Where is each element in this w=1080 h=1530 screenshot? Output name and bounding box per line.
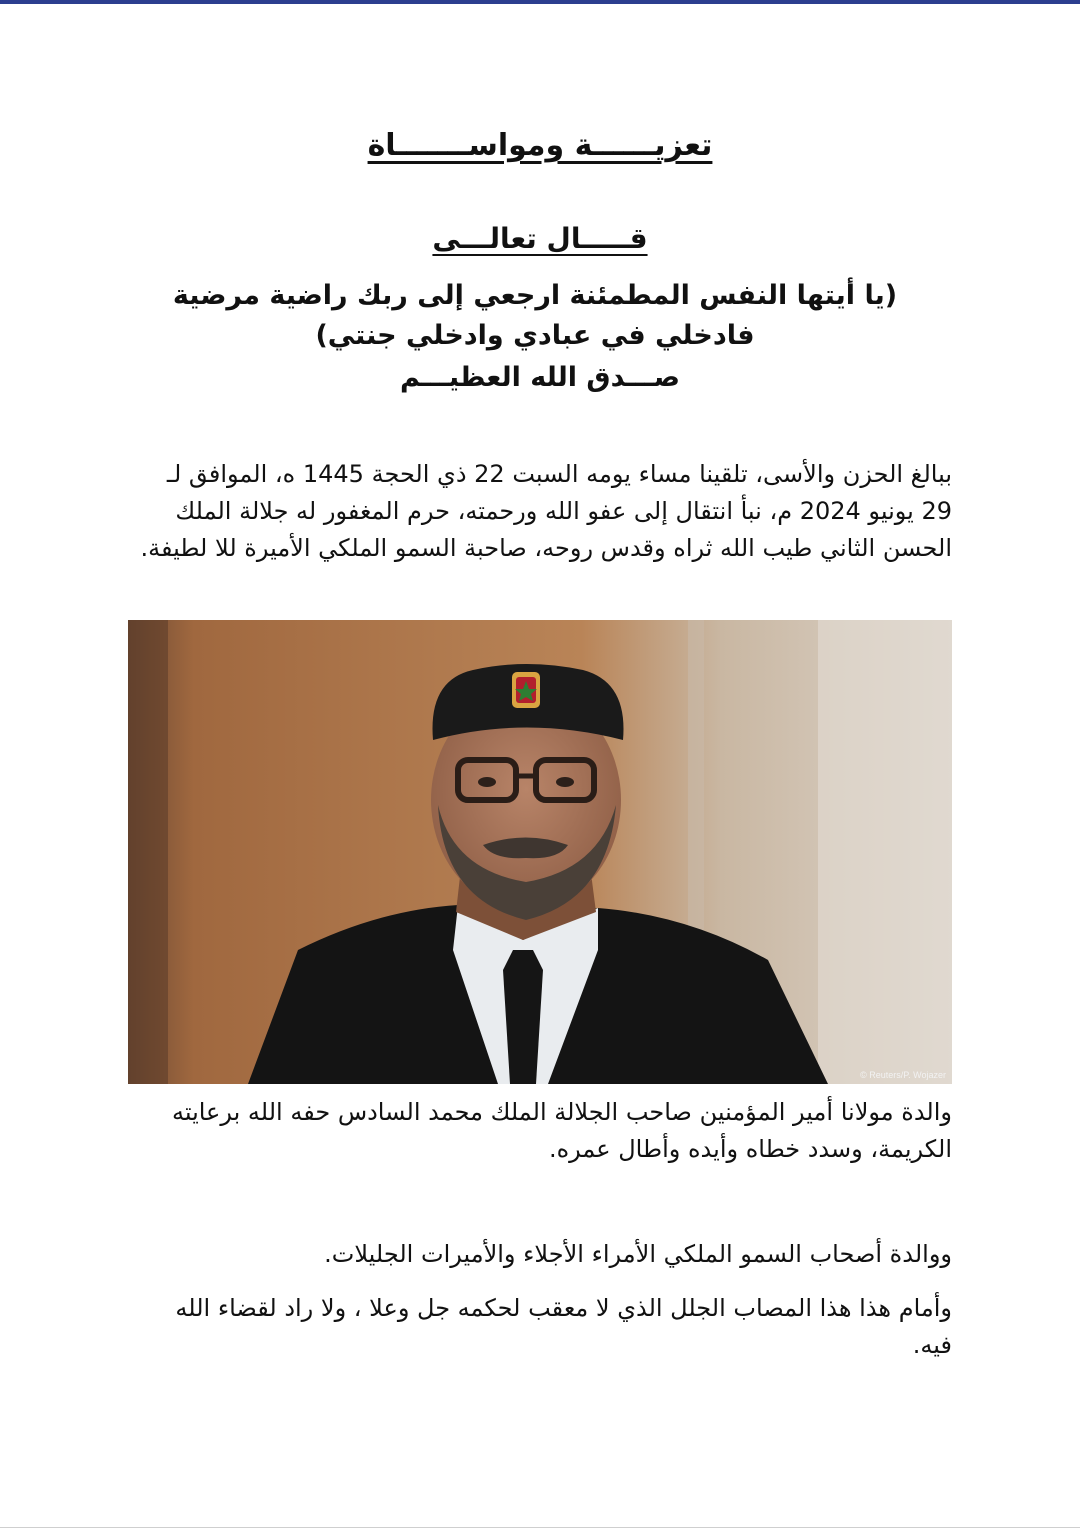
portrait-illustration (128, 620, 952, 1084)
paragraph-condolence: وأمام هذا هذا المصاب الجلل الذي لا معقب لحكمه جل وعلا ، ولا راد لقضاء الله فيه. (175, 1294, 952, 1359)
quran-verse: (يا أيتها النفس المطمئنة ارجعي إلى ربك راضية مرضية فادخلي في عبادي وادخلي جنتي) (172, 280, 898, 351)
bottom-border (0, 1527, 1080, 1528)
paragraph-announcement: ببالغ الحزن والأسى، تلقينا مساء يومه السبت 22 ذي الحجة 1445 ه، الموافق لـ 29 يونيو 2024 م، نبأ انتقال إلى عفو الله ورحمته، حرم المغفور له جلالة الملك الحسن الثاني طيب الله ثراه وقدس روحه، صاحبة السمو الملكي الأميرة للا لطيفة. (140, 460, 952, 562)
photo-credit: © Reuters/P. Wojazer (860, 1070, 946, 1080)
document-title-text: تعزيــــــة ومواســـــــاة (367, 128, 713, 163)
portrait-photo (128, 620, 952, 1084)
document-title (0, 128, 1080, 163)
paragraph-mother-of-king: والدة مولانا أمير المؤمنين صاحب الجلالة الملك محمد السادس حفه الله برعايته الكريمة، وسدد خطاه وأيده وأطال عمره. (171, 1098, 952, 1163)
verse-intro (0, 222, 1080, 255)
verse-intro-text: قـــــال تعالـــى (432, 222, 648, 255)
paragraph-mother-of-princes: ووالدة أصحاب السمو الملكي الأمراء الأجلاء والأميرات الجليلات. (324, 1240, 952, 1268)
verse-closing: صـــدق الله العظيـــم (400, 362, 680, 393)
